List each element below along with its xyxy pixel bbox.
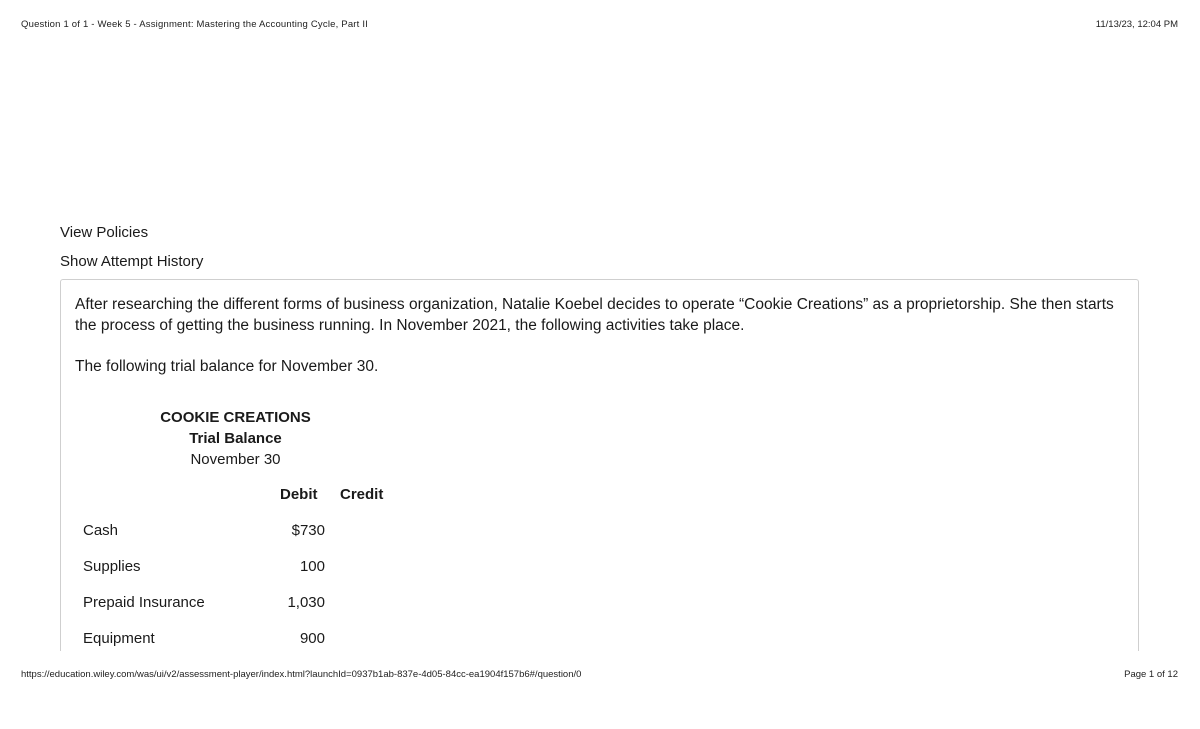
table-row [83,558,333,582]
print-footer-page: Page 1 of 12 [1124,669,1178,680]
question-intro: After researching the different forms of business organization, Natalie Koebel decides to operate “Cookie Creations” as a proprietorship. She then starts the process of getting the business running. In November 2021, the following activities take place. [75,296,1114,334]
trial-balance-heading [157,407,314,470]
statement-title: Trial Balance [189,430,282,447]
credit-column-header: Credit [340,486,384,503]
debit-amount: 1,030 [287,594,325,611]
account-name: Prepaid Insurance [83,594,205,611]
show-attempt-history-link[interactable]: Show Attempt History [60,253,204,270]
debit-amount: 900 [299,630,325,647]
print-header-datetime: 11/13/23, 12:04 PM [1095,19,1178,30]
statement-date: November 30 [190,451,281,468]
print-footer-url: https://education.wiley.com/was/ui/v2/assessment-player/index.html?launchId=0937b1ab-837e-4d05-84cc-ea1904f157b6#/question/0 [21,669,582,680]
question-trial-line: The following trial balance for November 30. [75,358,379,375]
account-name: Cash [83,522,119,539]
table-row [83,594,333,618]
table-row [83,630,333,651]
debit-amount: $730 [291,522,325,539]
account-name: Equipment [83,630,155,647]
table-row [83,522,333,546]
view-policies-link[interactable]: View Policies [60,224,149,241]
question-links [60,222,203,280]
question-card [60,279,1139,651]
company-name: COOKIE CREATIONS [160,409,311,426]
account-name: Supplies [83,558,141,575]
debit-column-header: Debit [280,486,318,503]
print-header-title: Question 1 of 1 - Week 5 - Assignment: Mastering the Accounting Cycle, Part II [21,19,369,30]
debit-amount: 100 [299,558,325,575]
